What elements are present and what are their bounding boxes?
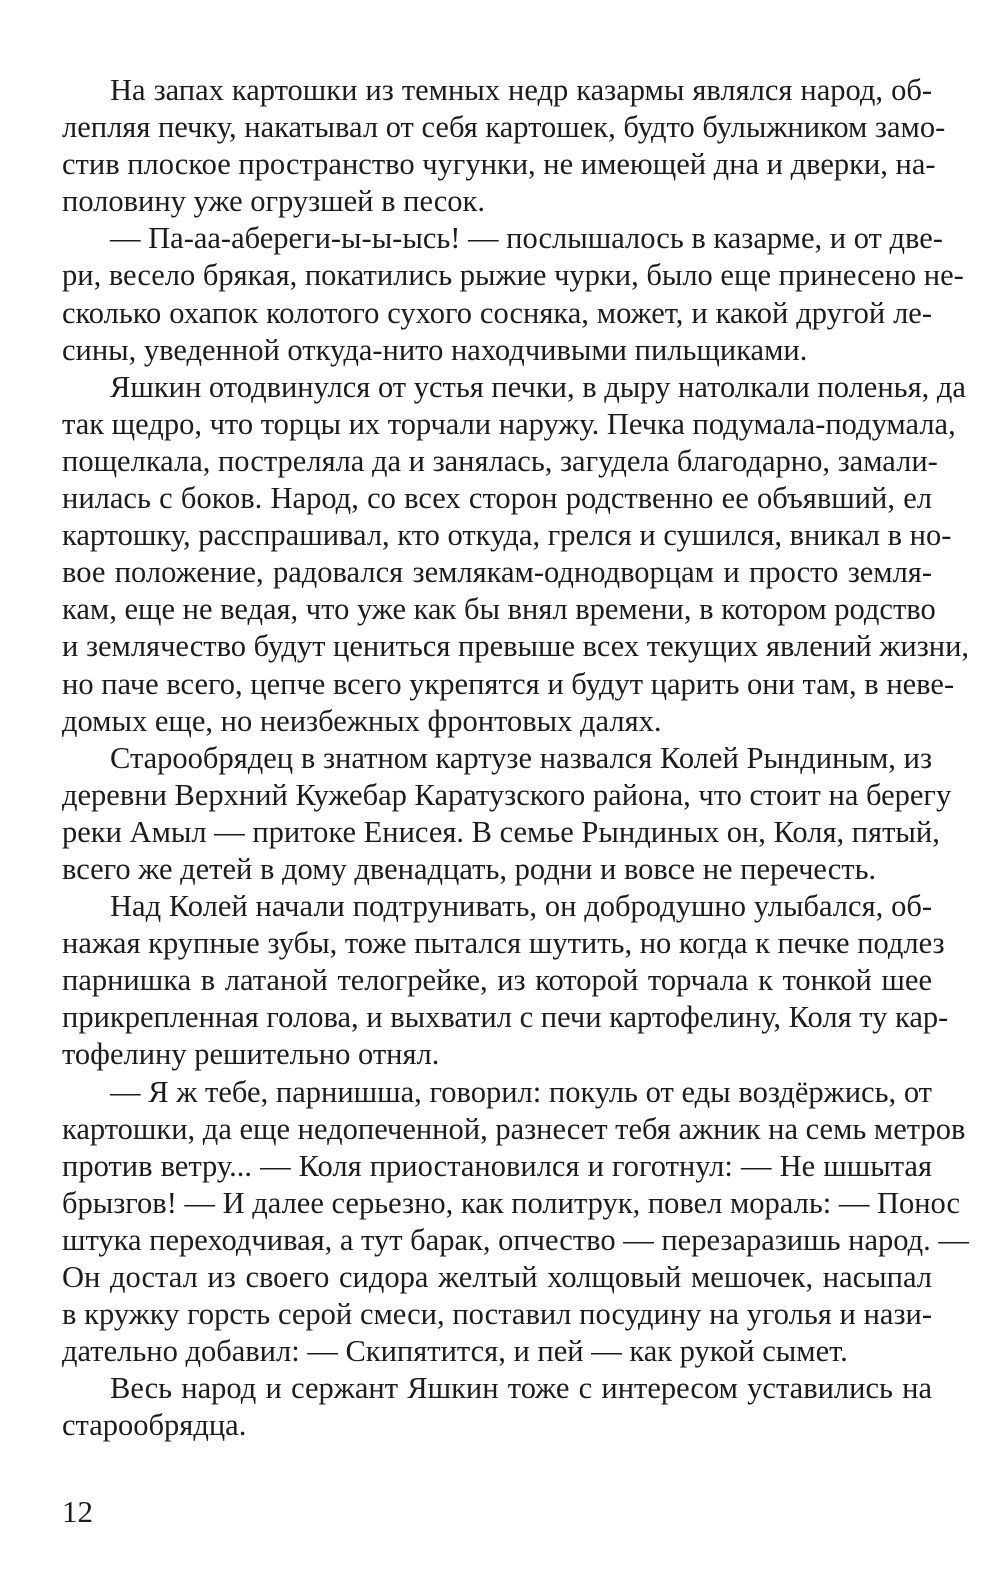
text-line: старообрядца. [62, 1408, 247, 1443]
text-line: реки Амыл — притоке Енисея. В семье Рындиных он, Коля, пятый, [62, 814, 940, 849]
text-line: сколько охапок колотого сухого сосняка, может, и какой другой ле- [62, 295, 932, 330]
text-line: Над Колей начали подтрунивать, он добродушно улыбался, об- [110, 889, 932, 924]
text-line: сины, уведенной откуда-нито находчивыми пильщиками. [62, 332, 808, 367]
text-line: нажая крупные зубы, тоже пытался шутить, но когда к печке подлез [62, 926, 945, 961]
text-line: но паче всего, цепче всего укрепятся и будут царить они там, в неве- [62, 666, 955, 701]
text-line: парнишка в латаной телогрейке, из которой торчала к тонкой шее [62, 963, 932, 998]
text-line: — Я ж тебе, парнишша, говорил: покуль от еды воздёржись, от [110, 1074, 932, 1109]
text-line: кам, еще не ведая, что уже как бы внял времени, в котором родство [62, 592, 936, 627]
text-line: дательно добавил: — Скипятится, и пей — как рукой сымет. [62, 1334, 848, 1369]
text-line: пощелкала, постреляла да и занялась, загудела благодарно, замали- [62, 443, 938, 478]
text-line: вое положение, радовался землякам-однодворцам и просто земля- [62, 555, 932, 590]
text-line: — Па-аа-абереги-ы-ы-ысь! — послышалось в казарме, и от две- [110, 221, 943, 256]
text-line: Старообрядец в знатном картузе назвался Колей Рындиным, из [110, 740, 932, 775]
text-line: деревни Верхний Кужебар Каратузского района, что стоит на берегу [62, 777, 952, 812]
text-line: Весь народ и сержант Яшкин тоже с интересом уставились на [110, 1371, 932, 1406]
text-line: брызгов! — И далее серьезно, как политрук, повел мораль: — Понос [62, 1185, 961, 1220]
text-line: картошку, расспрашивал, кто откуда, грелся и сушился, вникал в но- [62, 518, 952, 553]
text-line: На запах картошки из темных недр казармы являлся народ, об- [110, 73, 932, 107]
text-line: прикрепленная голова, и выхватил с печи картофелину, Коля ту кар- [62, 1000, 949, 1035]
text-line: стив плоское пространство чугунки, не имеющей дна и дверки, на- [62, 147, 936, 182]
text-line: картошки, да еще недопеченной, разнесет тебя ажник на семь метров [62, 1111, 966, 1146]
page-text [62, 72, 970, 1444]
text-line: всего же детей в дому двенадцать, родни и вовсе не перечесть. [62, 851, 877, 886]
text-line: тофелину решительно отнял. [62, 1037, 440, 1072]
text-line: Яшкин отодвинулся от устья печки, в дыру натолкали поленья, да [110, 369, 966, 404]
text-line: так щедро, что торцы их торчали наружу. Печка подумала-подумала, [62, 406, 956, 441]
page-number: 12 [62, 1494, 93, 1529]
text-line: лепляя печку, накатывал от себя картошек, будто булыжником замо- [62, 110, 946, 145]
text-line: нилась с боков. Народ, со всех сторон родственно ее объявший, ел [62, 481, 932, 516]
text-line: домых еще, но неизбежных фронтовых далях. [62, 703, 662, 738]
text-line: штука переходчивая, а тут барак, опчество — перезаразишь народ. — [62, 1222, 969, 1257]
text-line: в кружку горсть серой смеси, поставил посудину на уголья и нази- [62, 1297, 932, 1332]
text-line: половину уже огрузшей в песок. [62, 184, 485, 219]
text-line: против ветру... — Коля приостановился и гоготнул: — Не шшытая [62, 1148, 932, 1183]
text-line: Он достал из своего сидора желтый холщовый мешочек, насыпал [62, 1260, 932, 1294]
text-line: ри, весело брякая, покатились рыжие чурки, было еще принесено не- [62, 258, 964, 293]
text-line: и землячество будут цениться превыше всех текущих явлений жизни, [62, 629, 970, 664]
